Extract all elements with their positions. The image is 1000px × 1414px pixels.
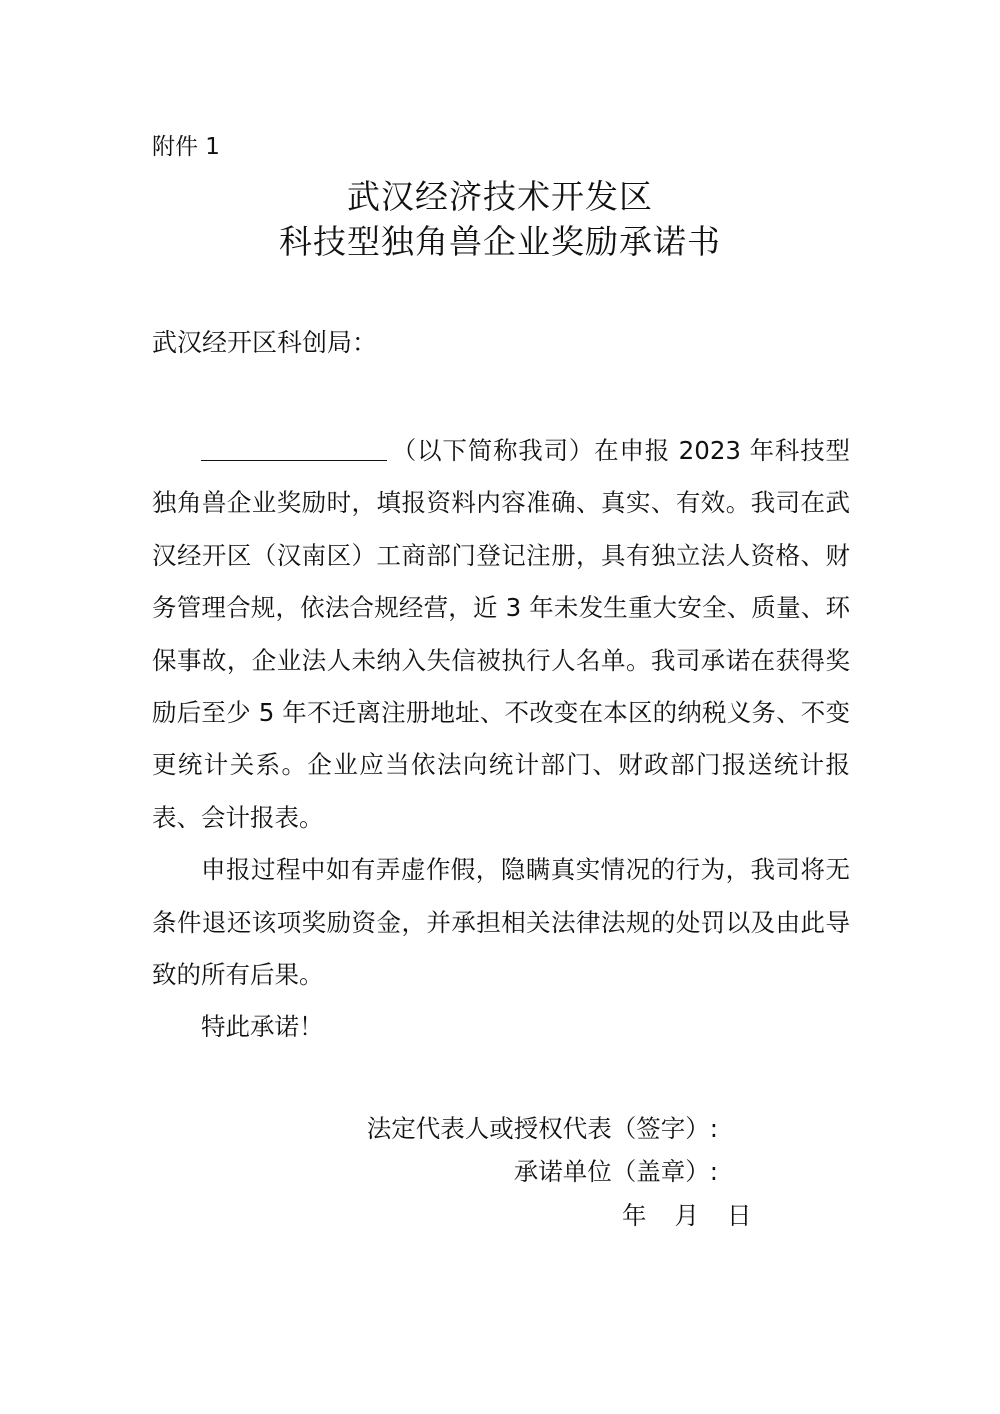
salutation: 武汉经开区科创局： (152, 328, 378, 357)
paragraph-1-text: （以下简称我司）在申报 2023 年科技型独角兽企业奖励时，填报资料内容准确、真实、有效。我司在武汉经开区（汉南区）工商部门登记注册，具有独立法人资格、财务管理合规，依法合规经营，近 3 年未发生重大安全、质量、环保事故，企业法人未纳入失信被执行人名单。我司承诺在获得奖励后至少 5 年不迁离注册地址、不改变在本区的纳税义务、不变更统计关系。企业应当依法向统计部门、财政部门报送统计报表、会计报表。 (152, 436, 850, 832)
document-title-line-1: 武汉经济技术开发区 (347, 177, 653, 216)
attachment-label: 附件 1 (152, 134, 220, 160)
commitment-body (152, 425, 850, 1054)
company-name-blank (201, 434, 387, 461)
date-year-label: 年 (622, 1201, 647, 1230)
paragraph-1 (152, 425, 850, 844)
document-title-line-2: 科技型独角兽企业奖励承诺书 (279, 222, 721, 261)
unit-seal-label: 承诺单位（盖章）: (513, 1157, 718, 1186)
paragraph-3: 特此承诺！ (201, 1012, 324, 1042)
representative-signature-label: 法定代表人或授权代表（签字）: (366, 1114, 718, 1143)
date-month-label: 月 (674, 1201, 699, 1230)
paragraph-2: 申报过程中如有弄虚作假，隐瞒真实情况的行为，我司将无条件退还该项奖励资金，并承担相关法律法规的处罚以及由此导致的所有后果。 (152, 855, 850, 990)
date-line (622, 1199, 752, 1233)
date-day-label: 日 (727, 1201, 752, 1230)
